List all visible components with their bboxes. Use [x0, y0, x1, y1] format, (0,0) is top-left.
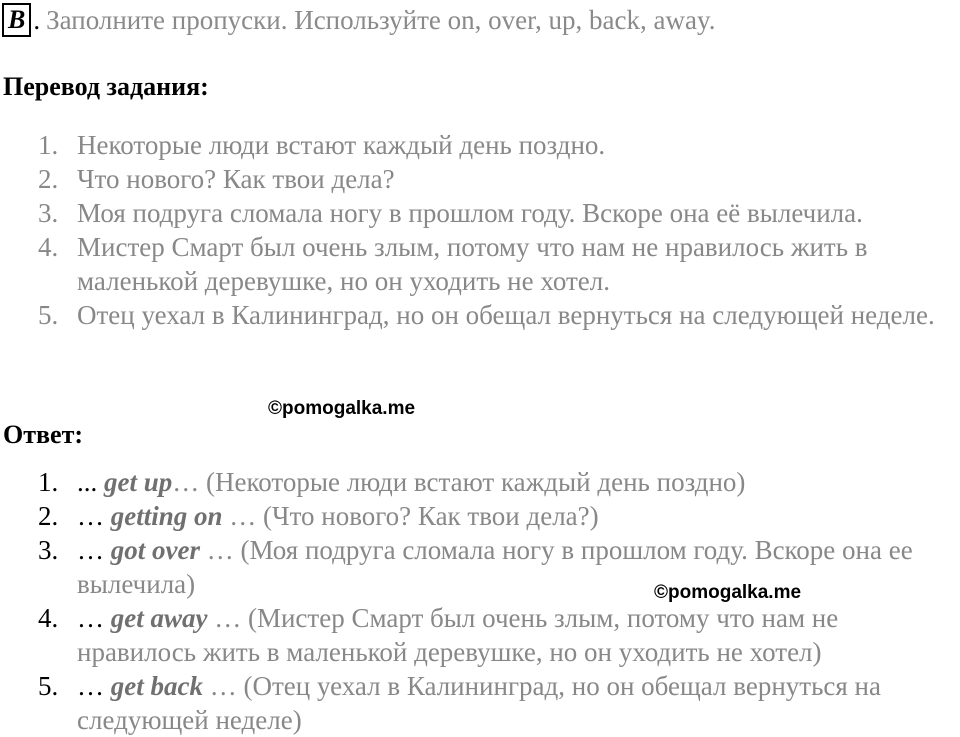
answer-phrase: get up	[104, 467, 173, 497]
answer-item	[38, 533, 960, 601]
answer-translation: … (Отец уехал в Калининград, но он обещал вернуться на следующей неделе)	[77, 671, 881, 735]
answer-translation: … (Что нового? Как твои дела?)	[229, 501, 599, 531]
answer-gap: ...	[77, 467, 98, 497]
answer-phrase: get back	[110, 671, 203, 701]
answer-translation: … (Моя подруга сломала ногу в прошлом году. Вскоре она ее вылечила)	[77, 535, 913, 599]
answer-gap: …	[77, 501, 104, 531]
answer-translation: … (Некоторые люди встают каждый день поздно)	[172, 467, 746, 497]
answer-gap: …	[77, 671, 104, 701]
answer-item	[38, 669, 960, 737]
translation-heading: Перевод задания:	[3, 72, 209, 101]
watermark: ©pomogalka.me	[654, 582, 802, 603]
task-instruction-line	[2, 1, 715, 39]
watermark: ©pomogalka.me	[268, 398, 416, 419]
answer-item	[38, 499, 960, 533]
translation-item	[38, 128, 960, 162]
translation-item	[38, 298, 960, 332]
item-number: 1.	[38, 130, 59, 160]
item-number: 5.	[38, 300, 59, 330]
translation-list	[38, 128, 960, 332]
answer-heading: Ответ:	[3, 420, 84, 449]
item-number: 2.	[38, 164, 59, 194]
answer-list	[38, 465, 960, 737]
item-number: 4.	[38, 603, 59, 633]
answer-translation: … (Мистер Смарт был очень злым, потому что нам не нравилось жить в маленькой деревушке, но он уходить не хотел)	[77, 603, 839, 667]
answer-item	[38, 601, 960, 669]
item-text: Что нового? Как твои дела?	[77, 164, 395, 194]
item-number: 4.	[38, 232, 59, 262]
item-number: 3.	[38, 535, 59, 565]
item-text: Некоторые люди встают каждый день поздно.	[77, 130, 606, 160]
item-number: 5.	[38, 671, 59, 701]
task-instruction: Заполните пропуски. Используйте on, over, up, back, away.	[46, 4, 716, 35]
answer-gap: …	[77, 535, 104, 565]
item-text: Отец уехал в Калининград, но он обещал вернуться на следующей неделе.	[77, 300, 935, 330]
item-text: Моя подруга сломала ногу в прошлом году. Вскоре она её вылечила.	[77, 198, 863, 228]
item-number: 2.	[38, 501, 59, 531]
item-text: Мистер Смарт был очень злым, потому что нам не нравилось жить в маленькой деревушке, но он уходить не хотел.	[77, 232, 868, 296]
answer-item	[38, 465, 960, 499]
translation-item	[38, 196, 960, 230]
answer-phrase: getting on	[110, 501, 223, 531]
answer-phrase: get away	[110, 603, 208, 633]
task-letter-dot: .	[33, 4, 41, 35]
task-letter-box: B	[2, 3, 31, 37]
translation-item	[38, 230, 960, 298]
translation-item	[38, 162, 960, 196]
answer-phrase: got over	[110, 535, 200, 565]
item-number: 1.	[38, 467, 59, 497]
answer-gap: …	[77, 603, 104, 633]
item-number: 3.	[38, 198, 59, 228]
